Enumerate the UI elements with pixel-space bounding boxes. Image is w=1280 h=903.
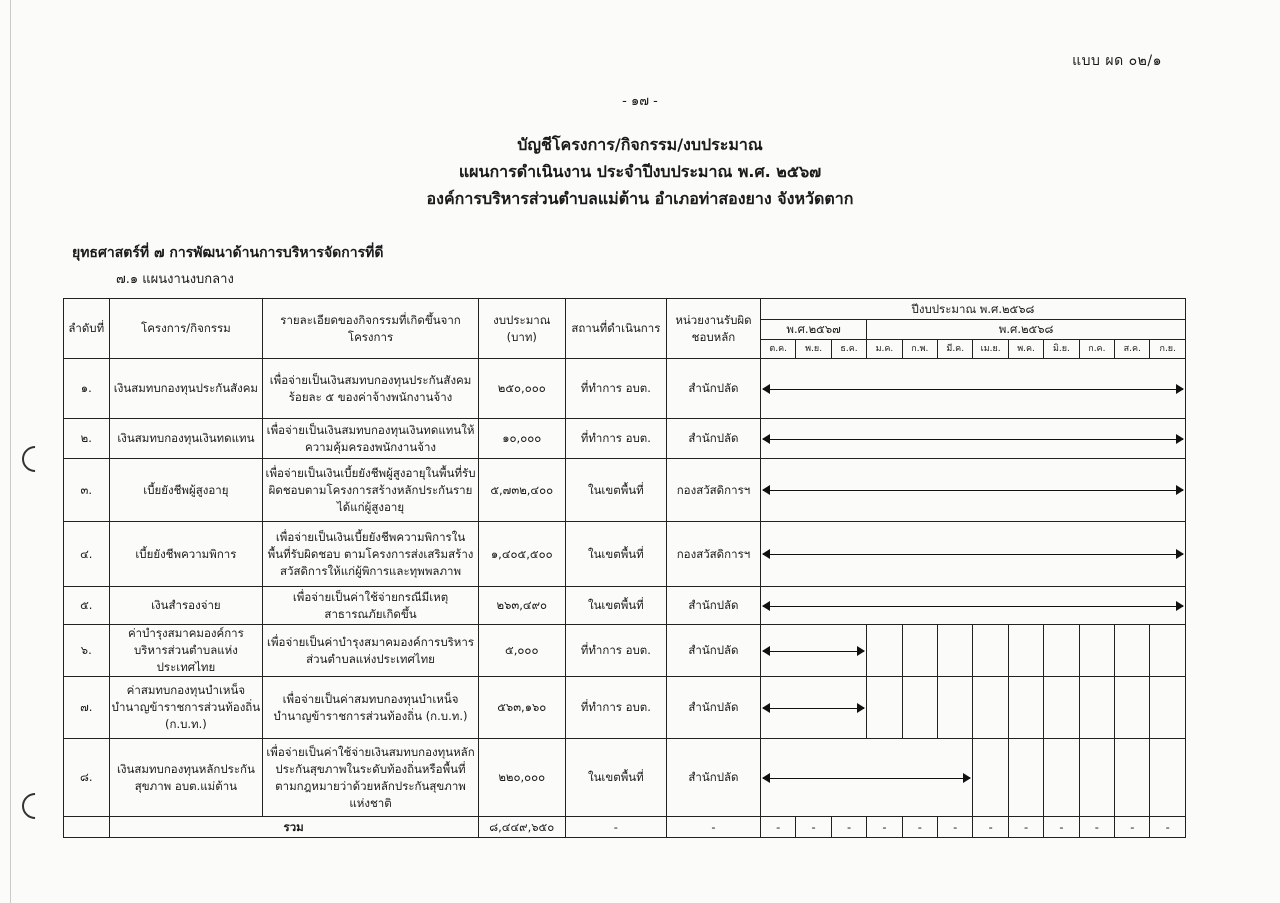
cell-agency: สำนักปลัด [666,419,760,459]
header-month: พ.ค. [1008,340,1043,359]
cell-location: ที่ทำการ อบต. [565,625,666,677]
total-row [64,817,1186,838]
header-location: สถานที่ดำเนินการ [565,299,666,359]
header-month: ม.ค. [867,340,902,359]
cell-agency: กองสวัสดิการฯ [666,522,760,587]
table-row [64,459,1186,522]
cell-location: ในเขตพื้นที่ [565,739,666,817]
binder-hole-top [17,441,54,478]
table-row [64,419,1186,459]
header-details: รายละเอียดของกิจกรรมที่เกิดขึ้นจากโครงการ [263,299,478,359]
total-budget: ๘,๔๔๙,๖๕๐ [478,817,565,838]
total-month-dash: - [1115,817,1150,838]
cell-budget: ๒๒๐,๐๐๐ [478,739,565,817]
title-line-1: บัญชีโครงการ/กิจกรรม/งบประมาณ [517,135,763,154]
table-row [64,587,1186,625]
cell-location: ที่ทำการ อบต. [565,419,666,459]
cell-budget: ๒๕๐,๐๐๐ [478,359,565,419]
header-month: ต.ค. [761,340,796,359]
header-fiscal-year: ปีงบประมาณ พ.ศ.๒๕๖๘ [761,299,1186,320]
cell-details: เพื่อจ่ายเป็นเงินสมทบกองทุนเงินทดแทนให้ความคุ้มครองพนักงานจ้าง [263,419,478,459]
month-cell [1008,625,1043,677]
cell-project: เงินสมทบกองทุนประกันสังคม [109,359,263,419]
cell-details: เพื่อจ่ายเป็นเงินเบี้ยยังชีพความพิการในพื้นที่รับผิดชอบ ตามโครงการส่งเสริมสร้างสวัสดิการให้แก่ผู้พิการและทุพพลภาพ [263,522,478,587]
header-month: ก.พ. [902,340,937,359]
timeline-bar [763,651,864,652]
month-cell [867,625,902,677]
cell-location: ในเขตพื้นที่ [565,459,666,522]
cell-details: เพื่อจ่ายเป็นค่าใช้จ่ายเงินสมทบกองทุนหลักประกันสุขภาพในระดับท้องถิ่นหรือพื้นที่ ตามกฎหมายว่าด้วยหลักประกันสุขภาพแห่งชาติ [263,739,478,817]
page-number: - ๑๗ - [622,94,658,109]
month-cell [1079,625,1114,677]
binder-hole-bottom [17,788,54,825]
month-cell [761,522,1186,587]
table-row [64,677,1186,739]
table-row [64,359,1186,419]
total-month-dash: - [973,817,1008,838]
timeline-bar [763,778,970,779]
header-year-a: พ.ศ.๒๕๖๗ [761,320,867,340]
cell-budget: ๕๖๓,๑๖๐ [478,677,565,739]
month-cell [761,625,867,677]
total-month-dash: - [761,817,796,838]
cell-project: ค่าบำรุงสมาคมองค์การบริหารส่วนตำบลแห่งประเทศไทย [109,625,263,677]
timeline-bar [763,554,1183,555]
header-month: ก.ย. [1150,340,1186,359]
form-code: แบบ ผด ๐๒/๑ [1072,53,1162,69]
month-cell [902,677,937,739]
month-cell [973,739,1008,817]
total-month-dash: - [1150,817,1186,838]
cell-project: เงินสำรองจ่าย [109,587,263,625]
cell-budget: ๑๐,๐๐๐ [478,419,565,459]
total-month-dash: - [796,817,831,838]
cell-no: ๕. [64,587,110,625]
total-month-dash: - [831,817,866,838]
cell-no: ๗. [64,677,110,739]
month-cell [938,625,973,677]
month-cell [1044,625,1079,677]
cell-no: ๑. [64,359,110,419]
header-year-b: พ.ศ.๒๕๖๘ [867,320,1186,340]
cell-details: เพื่อจ่ายเป็นค่าสมทบกองทุนบำเหน็จบำนาญข้าราชการส่วนท้องถิ่น (ก.บ.ท.) [263,677,478,739]
month-cell [761,677,867,739]
header-month: ส.ค. [1115,340,1150,359]
month-cell [973,625,1008,677]
cell-project: เบี้ยยังชีพความพิการ [109,522,263,587]
cell-details: เพื่อจ่ายเป็นเงินเบี้ยยังชีพผู้สูงอายุในพื้นที่รับผิดชอบตามโครงการสร้างหลักประกันรายได้แก่ผู้สูงอายุ [263,459,478,522]
month-cell [1150,677,1186,739]
strategy-heading: ยุทธศาสตร์ที่ ๗ การพัฒนาด้านการบริหารจัดการที่ดี [72,245,384,261]
cell-no: ๒. [64,419,110,459]
cell-project: เบี้ยยังชีพผู้สูงอายุ [109,459,263,522]
total-month-dash: - [1044,817,1079,838]
total-month-dash: - [902,817,937,838]
cell-no: ๔. [64,522,110,587]
cell-location: ในเขตพื้นที่ [565,522,666,587]
title-line-2: แผนการดำเนินงาน ประจำปีงบประมาณ พ.ศ. ๒๕๖๗ [458,162,822,181]
table-row [64,522,1186,587]
cell-no: ๘. [64,739,110,817]
header-month: มิ.ย. [1044,340,1079,359]
total-location-dash: - [565,817,666,838]
month-cell [1150,739,1186,817]
header-month: ธ.ค. [831,340,866,359]
table-row [64,625,1186,677]
total-label: รวม [109,817,478,838]
title-line-3: องค์การบริหารส่วนตำบลแม่ต้าน อำเภอท่าสองยาง จังหวัดตาก [426,189,854,208]
month-cell [902,625,937,677]
cell-details: เพื่อจ่ายเป็นค่าใช้จ่ายกรณีมีเหตุสาธารณภัยเกิดขึ้น [263,587,478,625]
header-month: พ.ย. [796,340,831,359]
cell-location: ที่ทำการ อบต. [565,359,666,419]
month-cell [973,677,1008,739]
month-cell [1115,739,1150,817]
month-cell [1150,625,1186,677]
header-agency: หน่วยงานรับผิดชอบหลัก [666,299,760,359]
month-cell [761,359,1186,419]
cell-agency: สำนักปลัด [666,625,760,677]
timeline-bar [763,606,1183,607]
month-cell [761,587,1186,625]
month-cell [1079,677,1114,739]
total-month-dash: - [867,817,902,838]
table-row [64,739,1186,817]
cell-project: เงินสมทบกองทุนหลักประกันสุขภาพ อบต.แม่ต้าน [109,739,263,817]
timeline-bar [763,439,1183,440]
timeline-bar [763,389,1183,390]
month-cell [1008,739,1043,817]
cell-budget: ๕,๗๓๒,๔๐๐ [478,459,565,522]
header-month: ก.ค. [1079,340,1114,359]
month-cell [1044,739,1079,817]
month-cell [1079,739,1114,817]
cell-project: เงินสมทบกองทุนเงินทดแทน [109,419,263,459]
total-blank [64,817,110,838]
month-cell [761,739,973,817]
plan-table [63,298,1186,838]
cell-budget: ๒๖๓,๔๙๐ [478,587,565,625]
header-project: โครงการ/กิจกรรม [109,299,263,359]
header-month: เม.ย. [973,340,1008,359]
timeline-bar [763,708,864,709]
cell-budget: ๑,๔๐๕,๕๐๐ [478,522,565,587]
cell-no: ๖. [64,625,110,677]
total-month-dash: - [938,817,973,838]
total-month-dash: - [1079,817,1114,838]
cell-project: ค่าสมทบกองทุนบำเหน็จบำนาญข้าราชการส่วนท้องถิ่น (ก.บ.ท.) [109,677,263,739]
header-month: มี.ค. [938,340,973,359]
cell-no: ๓. [64,459,110,522]
cell-agency: กองสวัสดิการฯ [666,459,760,522]
cell-budget: ๕,๐๐๐ [478,625,565,677]
cell-agency: สำนักปลัด [666,739,760,817]
header-budget: งบประมาณ (บาท) [478,299,565,359]
total-agency-dash: - [666,817,760,838]
plan-subheading: ๗.๑ แผนงานงบกลาง [116,272,234,287]
total-month-dash: - [1008,817,1043,838]
cell-details: เพื่อจ่ายเป็นค่าบำรุงสมาคมองค์การบริหารส่วนตำบลแห่งประเทศไทย [263,625,478,677]
month-cell [1008,677,1043,739]
cell-agency: สำนักปลัด [666,677,760,739]
timeline-bar [763,490,1183,491]
cell-location: ที่ทำการ อบต. [565,677,666,739]
month-cell [1115,677,1150,739]
cell-agency: สำนักปลัด [666,587,760,625]
cell-location: ในเขตพื้นที่ [565,587,666,625]
month-cell [761,419,1186,459]
month-cell [867,677,902,739]
cell-agency: สำนักปลัด [666,359,760,419]
month-cell [1044,677,1079,739]
header-no: ลำดับที่ [64,299,110,359]
month-cell [1115,625,1150,677]
month-cell [938,677,973,739]
month-cell [761,459,1186,522]
cell-details: เพื่อจ่ายเป็นเงินสมทบกองทุนประกันสังคม ร้อยละ ๕ ของค่าจ้างพนักงานจ้าง [263,359,478,419]
